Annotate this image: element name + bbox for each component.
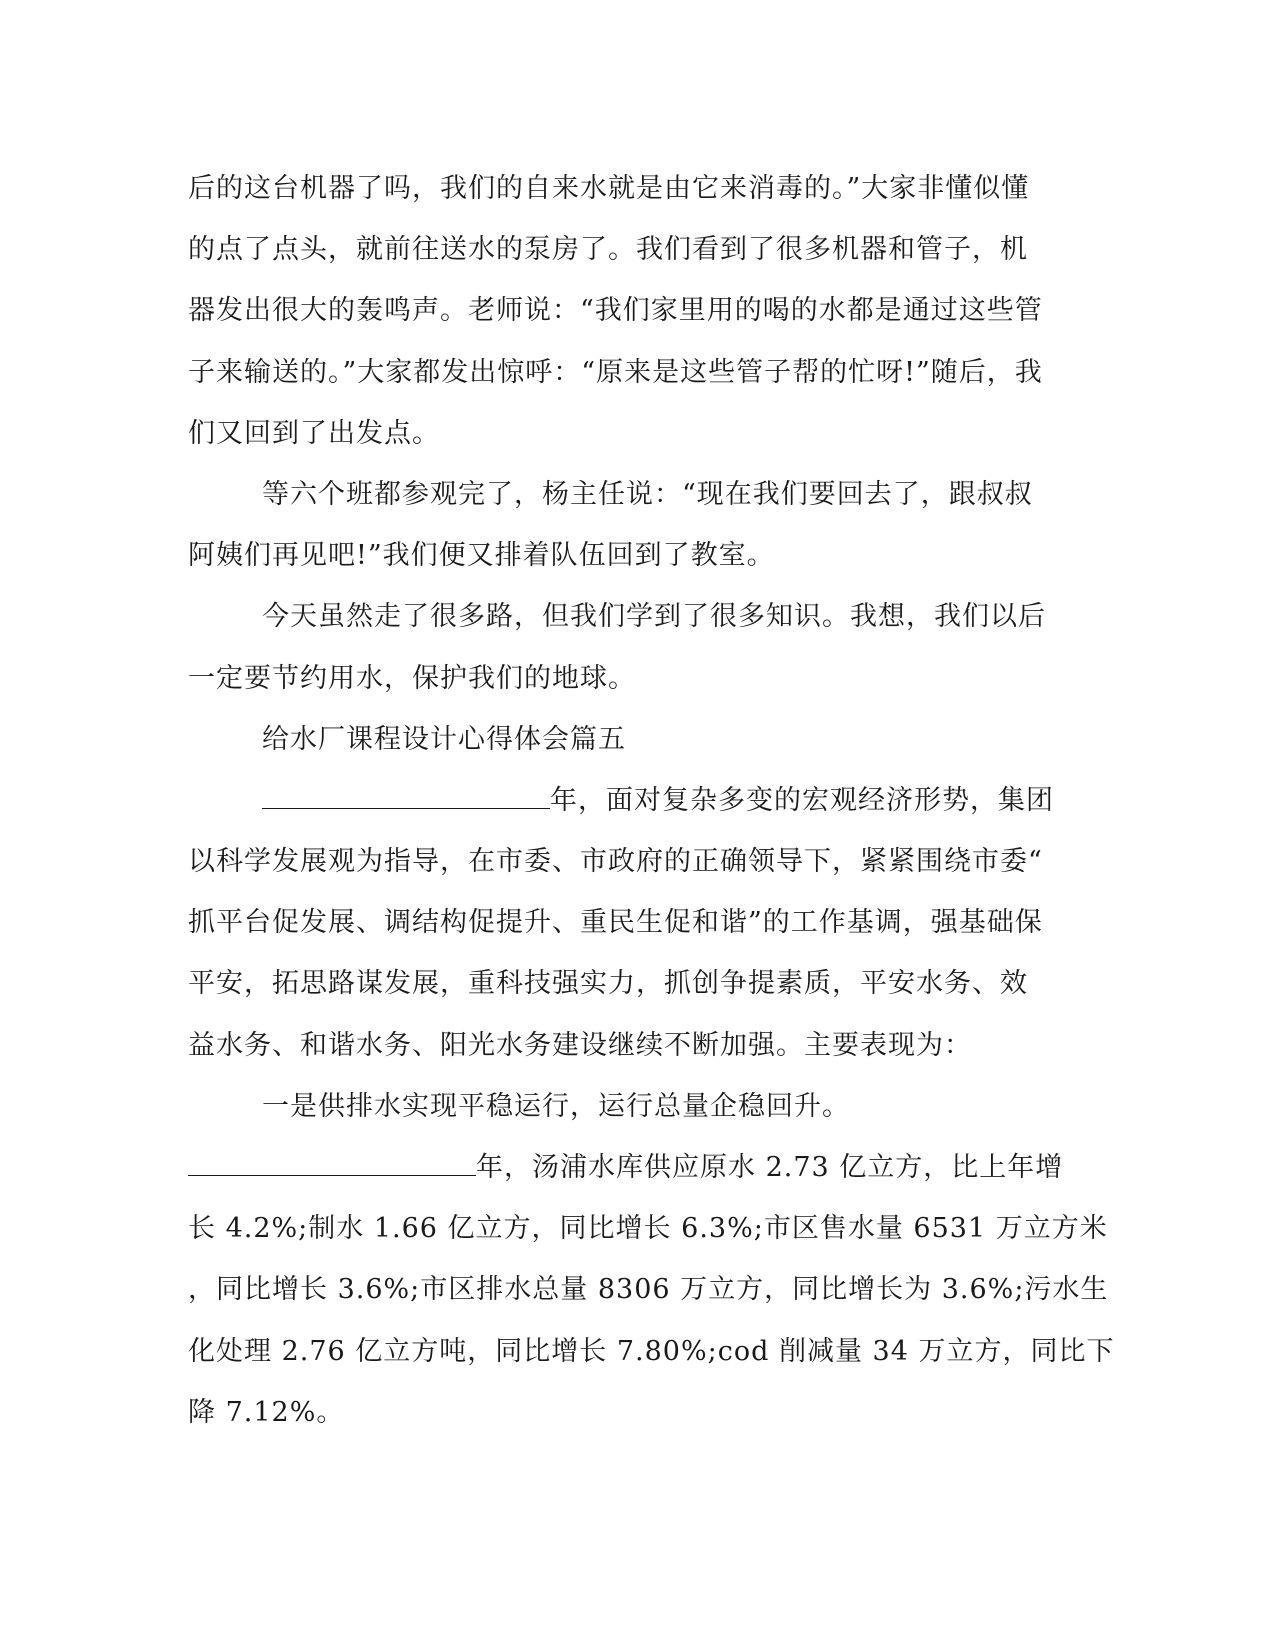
paragraph-line-text: 年，汤浦水库供应原水 2.73 亿立方，比上年增 (476, 1152, 1064, 1183)
paragraph-line: 阿姨们再见吧!”我们便又排着队伍回到了教室。 (188, 540, 775, 572)
paragraph-line: 降 7.12%。 (188, 1396, 345, 1428)
fill-in-blank (188, 1143, 476, 1176)
fill-in-blank (262, 776, 550, 809)
paragraph-line: 化处理 2.76 亿立方吨，同比增长 7.80%;cod 削减量 34 万立方，同比下 (188, 1335, 1115, 1367)
section-heading: 给水厂课程设计心得体会篇五 (262, 723, 626, 755)
paragraph-line: 平安，拓思路谋发展，重科技强实力，抓创争提素质，平安水务、效 (188, 968, 1028, 1000)
paragraph-line (188, 1137, 1078, 1198)
paragraph-line: 子来输送的。”大家都发出惊呼：“原来是这些管子帮的忙呀!”随后，我 (188, 356, 1043, 388)
paragraph-line: 后的这台机器了吗，我们的自来水就是由它来消毒的。”大家非懂似懂 (188, 173, 1030, 204)
paragraph-line-text: 年，面对复杂多变的宏观经济形势，集团 (550, 784, 1054, 816)
paragraph-line: 今天虽然走了很多路，但我们学到了很多知识。我想，我们以后 (262, 601, 1046, 633)
paragraph-line: 抓平台促发展、调结构促提升、重民生促和谐”的工作基调，强基础保 (188, 907, 1043, 939)
paragraph-line: 益水务、和谐水务、阳光水务建设继续不断加强。主要表现为： (188, 1029, 972, 1061)
paragraph-line: 器发出很大的轰鸣声。老师说：“我们家里用的喝的水都是通过这些管 (188, 295, 1043, 327)
paragraph-line: 等六个班都参观完了，杨主任说：“现在我们要回去了，跟叔叔 (262, 478, 1033, 510)
paragraph-line: 以科学发展观为指导，在市委、市政府的正确领导下，紧紧围绕市委“ (188, 846, 1043, 878)
paragraph-line: 一是供排水实现平稳运行，运行总量企稳回升。 (262, 1090, 850, 1122)
document-body (188, 158, 1115, 1443)
paragraph-line: 一定要节约用水，保护我们的地球。 (188, 662, 636, 694)
paragraph-line: ，同比增长 3.6%;市区排水总量 8306 万立方，同比增长为 3.6%;污水生 (188, 1274, 1109, 1306)
paragraph-line: 长 4.2%;制水 1.66 亿立方，同比增长 6.3%;市区售水量 6531 万立方米 (188, 1213, 1108, 1245)
paragraph-line: 的点了点头，就前往送水的泵房了。我们看到了很多机器和管子，机 (188, 234, 1028, 266)
paragraph-line (188, 770, 1078, 831)
paragraph-line: 们又回到了出发点。 (188, 417, 440, 449)
